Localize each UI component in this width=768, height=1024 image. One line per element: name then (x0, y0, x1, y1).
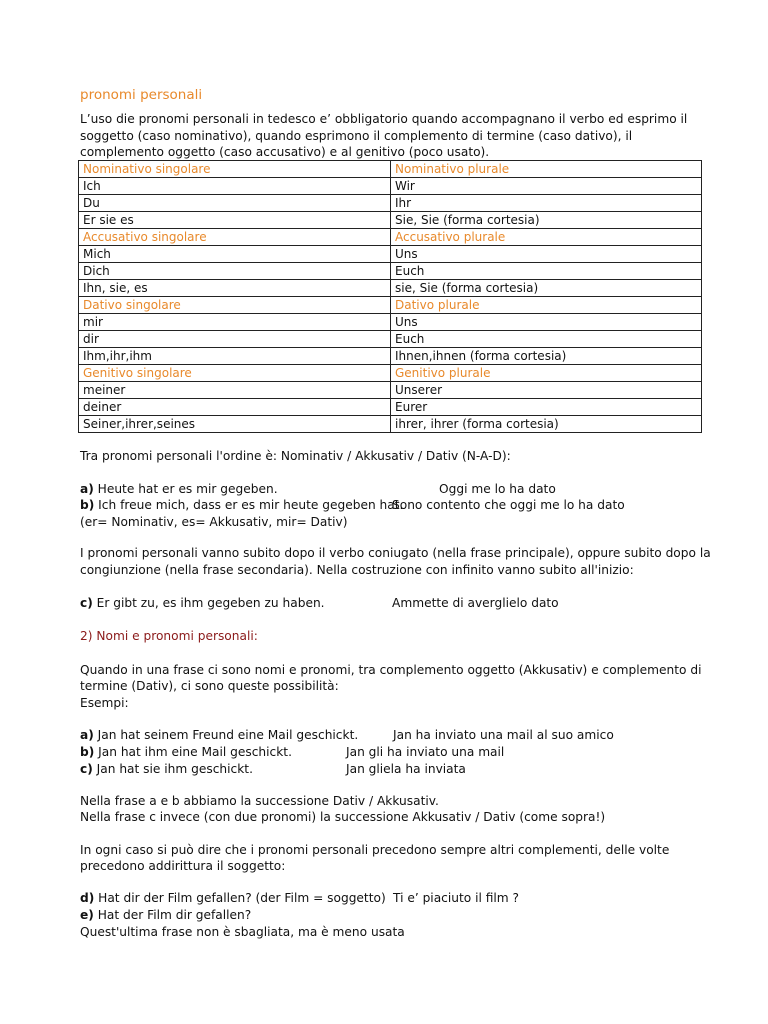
table-cell-singular: Accusativo singolare (79, 229, 391, 246)
table-cell-plural: Uns (391, 314, 702, 331)
table-cell-singular: Genitivo singolare (79, 365, 391, 382)
table-cell-singular: deiner (79, 399, 391, 416)
table-row (79, 348, 702, 365)
example-2a-label: a) (80, 728, 94, 742)
table-cell-plural: Uns (391, 246, 702, 263)
example-2a (80, 727, 358, 744)
table-cell-plural: Unserer (391, 382, 702, 399)
paragraph-2-line-3: Esempi: (80, 696, 129, 710)
table-cell-singular: Ihm,ihr,ihm (79, 348, 391, 365)
table-cell-singular: Ihn, sie, es (79, 280, 391, 297)
example-2c (80, 761, 253, 778)
example-b-note: (er= Nominativ, es= Akkusativ, mir= Dativ) (80, 515, 348, 529)
example-c-italian: Ammette di averglielo dato (392, 596, 559, 610)
table-cell-singular: Ich (79, 178, 391, 195)
example-3d-italian: Ti e’ piaciuto il film ? (393, 891, 520, 905)
table-cell-singular: dir (79, 331, 391, 348)
table-row (79, 280, 702, 297)
paragraph-3-line-1: Nella frase a e b abbiamo la successione Dativ / Akkusativ. (80, 794, 439, 808)
example-2c-italian: Jan gliela ha inviata (346, 762, 466, 776)
intro-line-2: soggetto (caso nominativo), quando esprimono il complemento di termine (caso dativo), il (80, 129, 633, 143)
table-row (79, 382, 702, 399)
example-b (80, 497, 403, 514)
example-a-italian: Oggi me lo ha dato (439, 482, 556, 496)
final-line: Quest'ultima frase non è sbagliata, ma è meno usata (80, 925, 405, 939)
table-header-row (79, 229, 702, 246)
example-2b-german: Jan hat ihm eine Mail geschickt. (98, 745, 292, 759)
table-cell-plural: ihrer, ihrer (forma cortesia) (391, 416, 702, 433)
table-row (79, 399, 702, 416)
table-cell-singular: Dativo singolare (79, 297, 391, 314)
table-cell-singular: Dich (79, 263, 391, 280)
intro-line-3: complemento oggetto (caso accusativo) e al genitivo (poco usato). (80, 145, 490, 159)
table-row (79, 263, 702, 280)
table-cell-plural: sie, Sie (forma cortesia) (391, 280, 702, 297)
paragraph-2-line-2: termine (Dativ), ci sono queste possibilità: (80, 679, 339, 693)
paragraph-2-line-1: Quando in una frase ci sono nomi e pronomi, tra complemento oggetto (Akkusativ) e complemento di (80, 663, 702, 677)
table-row (79, 178, 702, 195)
table-cell-plural: Eurer (391, 399, 702, 416)
example-2c-label: c) (80, 762, 93, 776)
example-3e (80, 907, 251, 924)
table-cell-plural: Ihr (391, 195, 702, 212)
example-3d (80, 890, 386, 907)
table-cell-singular: Mich (79, 246, 391, 263)
example-c-german: Er gibt zu, es ihm gegeben zu haben. (96, 596, 325, 610)
table-cell-plural: Genitivo plurale (391, 365, 702, 382)
table-cell-plural: Sie, Sie (forma cortesia) (391, 212, 702, 229)
table-cell-plural: Ihnen,ihnen (forma cortesia) (391, 348, 702, 365)
paragraph-3-line-2: Nella frase c invece (con due pronomi) la successione Akkusativ / Dativ (come sopra!) (80, 810, 606, 824)
table-cell-plural: Dativo plurale (391, 297, 702, 314)
table-row (79, 314, 702, 331)
example-a-label: a) (80, 482, 94, 496)
paragraph-4-line-1: In ogni caso si può dire che i pronomi personali precedono sempre altri complementi, delle volte (80, 843, 670, 857)
example-3d-label: d) (80, 891, 95, 905)
table-cell-plural: Euch (391, 331, 702, 348)
table-cell-singular: meiner (79, 382, 391, 399)
table-row (79, 212, 702, 229)
table-header-row (79, 297, 702, 314)
example-2b-label: b) (80, 745, 95, 759)
table-cell-plural: Nominativo plurale (391, 161, 702, 178)
example-2a-german: Jan hat seinem Freund eine Mail geschickt. (97, 728, 359, 742)
table-cell-singular: Du (79, 195, 391, 212)
page-title: pronomi personali (80, 87, 203, 103)
paragraph-1-line-1: I pronomi personali vanno subito dopo il verbo coniugato (nella frase principale), oppure subito dopo la (80, 546, 711, 560)
intro-line-1: L’uso die pronomi personali in tedesco e’ obbligatorio quando accompagnano il verbo ed esprimo il (80, 112, 688, 126)
table-cell-singular: mir (79, 314, 391, 331)
example-2b-italian: Jan gli ha inviato una mail (346, 745, 505, 759)
table-cell-plural: Accusativo plurale (391, 229, 702, 246)
example-2a-italian: Jan ha inviato una mail al suo amico (393, 728, 614, 742)
table-header-row (79, 161, 702, 178)
example-c (80, 595, 325, 612)
example-3e-label: e) (80, 908, 94, 922)
paragraph-4-line-2: precedono addirittura il soggetto: (80, 859, 286, 873)
pronouns-table (78, 160, 702, 433)
paragraph-1-line-2: congiunzione (nella frase secondaria). Nella costruzione con infinito vanno subito all'inizio: (80, 563, 634, 577)
table-cell-plural: Wir (391, 178, 702, 195)
table-cell-singular: Seiner,ihrer,seines (79, 416, 391, 433)
example-3e-german: Hat der Film dir gefallen? (97, 908, 252, 922)
table-row (79, 416, 702, 433)
table-cell-singular: Nominativo singolare (79, 161, 391, 178)
example-b-label: b) (80, 498, 95, 512)
table-header-row (79, 365, 702, 382)
section-2-title: 2) Nomi e pronomi personali: (80, 629, 258, 643)
example-a (80, 481, 278, 498)
table-row (79, 195, 702, 212)
order-line: Tra pronomi personali l'ordine è: Nominativ / Akkusativ / Dativ (N-A-D): (80, 449, 511, 463)
example-b-italian: Sono contento che oggi me lo ha dato (392, 498, 625, 512)
table-row (79, 246, 702, 263)
table-cell-singular: Er sie es (79, 212, 391, 229)
example-2c-german: Jan hat sie ihm geschickt. (96, 762, 253, 776)
table-row (79, 331, 702, 348)
table-cell-plural: Euch (391, 263, 702, 280)
example-a-german: Heute hat er es mir gegeben. (97, 482, 278, 496)
example-3d-german: Hat dir der Film gefallen? (der Film = soggetto) (98, 891, 386, 905)
example-b-german: Ich freue mich, dass er es mir heute gegeben hat. (98, 498, 404, 512)
example-2b (80, 744, 292, 761)
example-c-label: c) (80, 596, 93, 610)
